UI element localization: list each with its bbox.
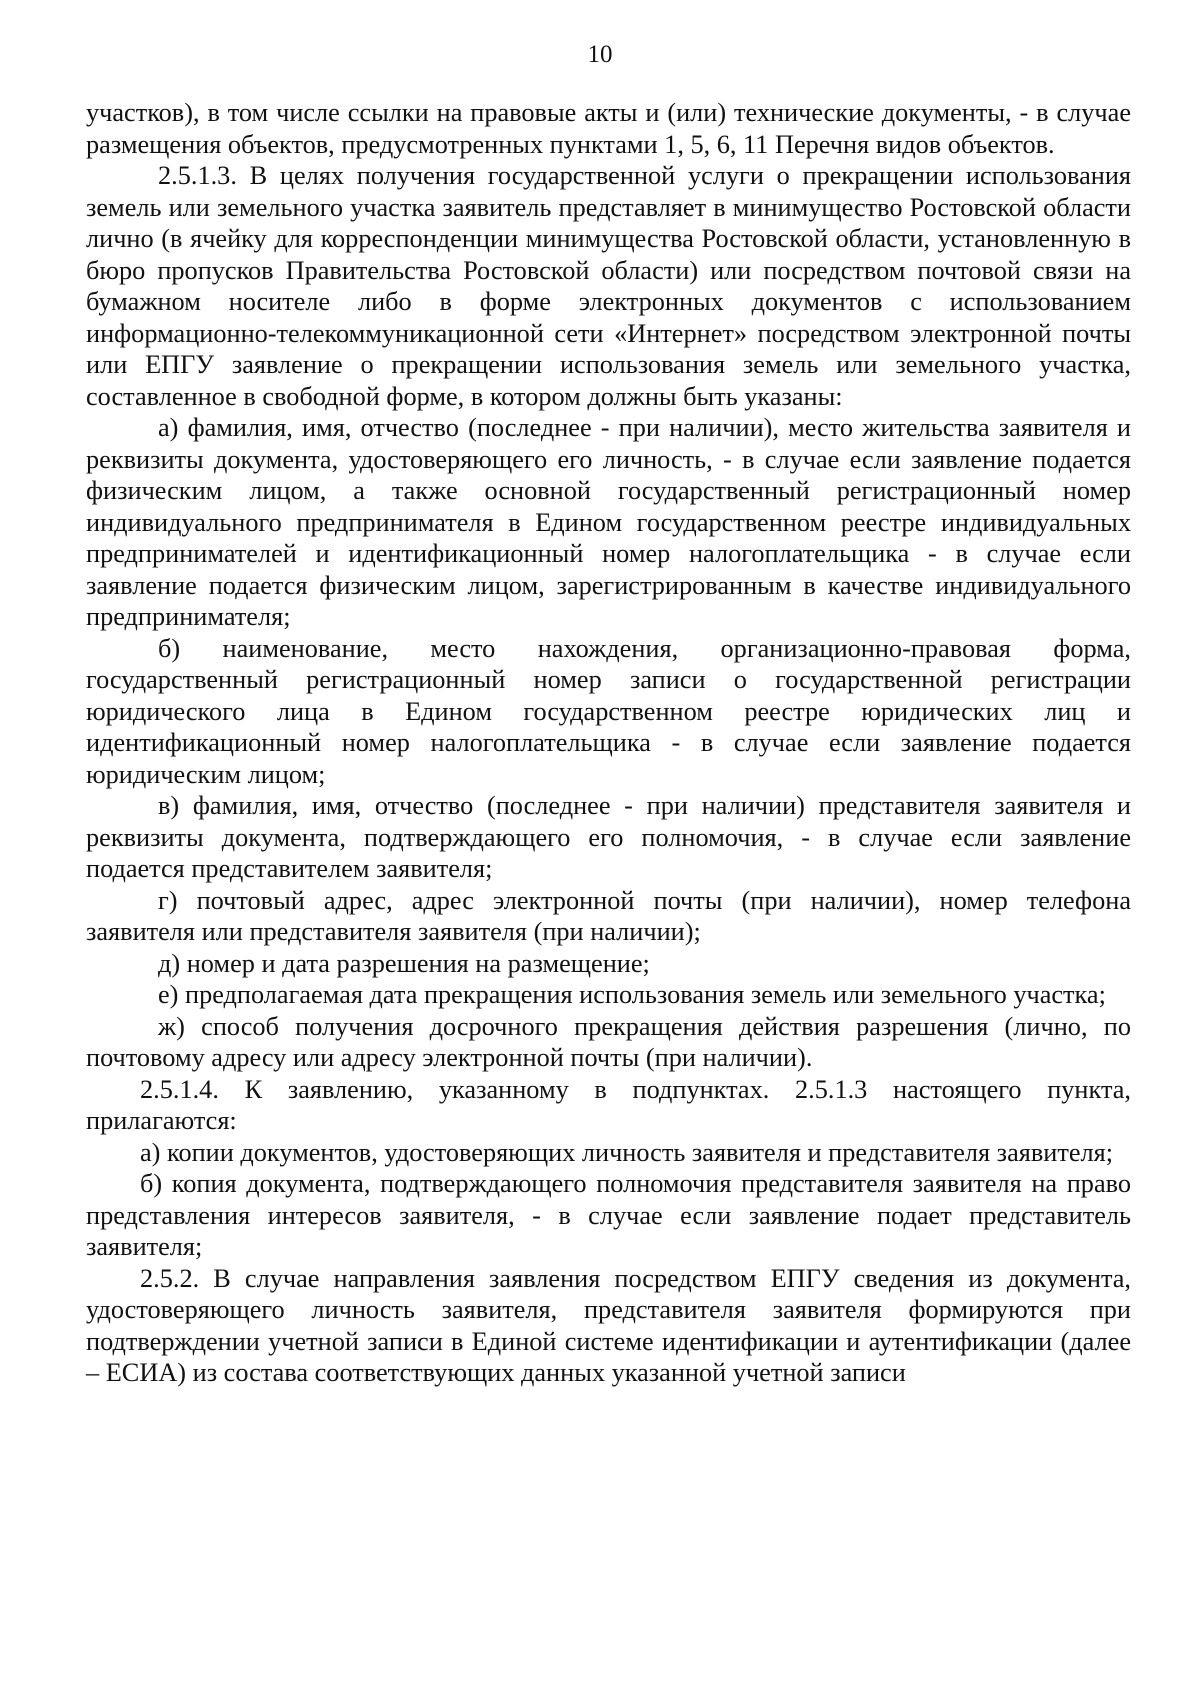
list-item-zh: ж) способ получения досрочного прекращения действия разрешения (лично, по почтовому адресу или адресу электронной почты (при наличии). [86,1011,1131,1072]
document-body [86,97,1131,1389]
paragraph-2-5-2: 2.5.2. В случае направления заявления посредством ЕПГУ сведения из документа, удостоверяющего личность заявителя, представителя заявителя формируются при подтверждении учетной записи в Единой системе идентификации и аутентификации (далее – ЕСИА) из состава соответствующих данных указанной учетной записи [86,1263,1131,1387]
paragraph-2-5-1-3: 2.5.1.3. В целях получения государственной услуги о прекращении использования земель или земельного участка заявитель представляет в минимущество Ростовской области лично (в ячейку для корреспонденции минимущества Ростовской области, установленную в бюро пропусков Правительства Ростовской области) или посредством почтовой связи на бумажном носителе либо в форме электронных документов с использованием информационно-телекоммуникационной сети «Интернет» посредством электронной почты или ЕПГУ заявление о прекращении использования земель или земельного участка, составленное в свободной форме, в котором должны быть указаны: [86,161,1131,411]
list-item-g: г) почтовый адрес, адрес электронной почты (при наличии), номер телефона заявителя или представителя заявителя (при наличии); [86,885,1131,946]
paragraph-continuation: участков), в том числе ссылки на правовые акты и (или) технические документы, - в случае размещения объектов, предусмотренных пунктами 1, 5, 6, 11 Перечня видов объектов. [86,98,1131,159]
list-item-b: б) наименование, место нахождения, организационно-правовая форма, государственный регистрационный номер записи о государственной регистрации юридического лица в Едином государственном реестре юридических лиц и идентификационный номер налогоплательщика - в случае если заявление подается юридическим лицом; [86,633,1131,789]
attachment-item-b: б) копия документа, подтверждающего полномочия представителя заявителя на право представления интересов заявителя, - в случае если заявление подает представитель заявителя; [86,1169,1131,1261]
list-item-v: в) фамилия, имя, отчество (последнее - при наличии) представителя заявителя и реквизиты документа, подтверждающего его полномочия, - в случае если заявление подается представителем заявителя; [86,791,1131,883]
attachment-item-a: а) копии документов, удостоверяющих личность заявителя и представителя заявителя; [140,1137,1114,1167]
list-item-a: а) фамилия, имя, отчество (последнее - при наличии), место жительства заявителя и реквизиты документа, удостоверяющего его личность, - в случае если заявление подается физическим лицом, а также основной государственный регистрационный номер индивидуального предпринимателя в Едином государственном реестре индивидуальных предпринимателей и идентификационный номер налогоплательщика - в случае если заявление подается физическим лицом, зарегистрированным в качестве индивидуального предпринимателя; [86,413,1131,631]
list-item-d: д) номер и дата разрешения на размещение; [158,948,650,978]
list-item-e: е) предполагаемая дата прекращения использования земель или земельного участка; [158,980,1106,1009]
page-number: 10 [587,41,613,68]
paragraph-2-5-1-4: 2.5.1.4. К заявлению, указанному в подпунктах. 2.5.1.3 настоящего пункта, прилагаются: [86,1074,1131,1135]
